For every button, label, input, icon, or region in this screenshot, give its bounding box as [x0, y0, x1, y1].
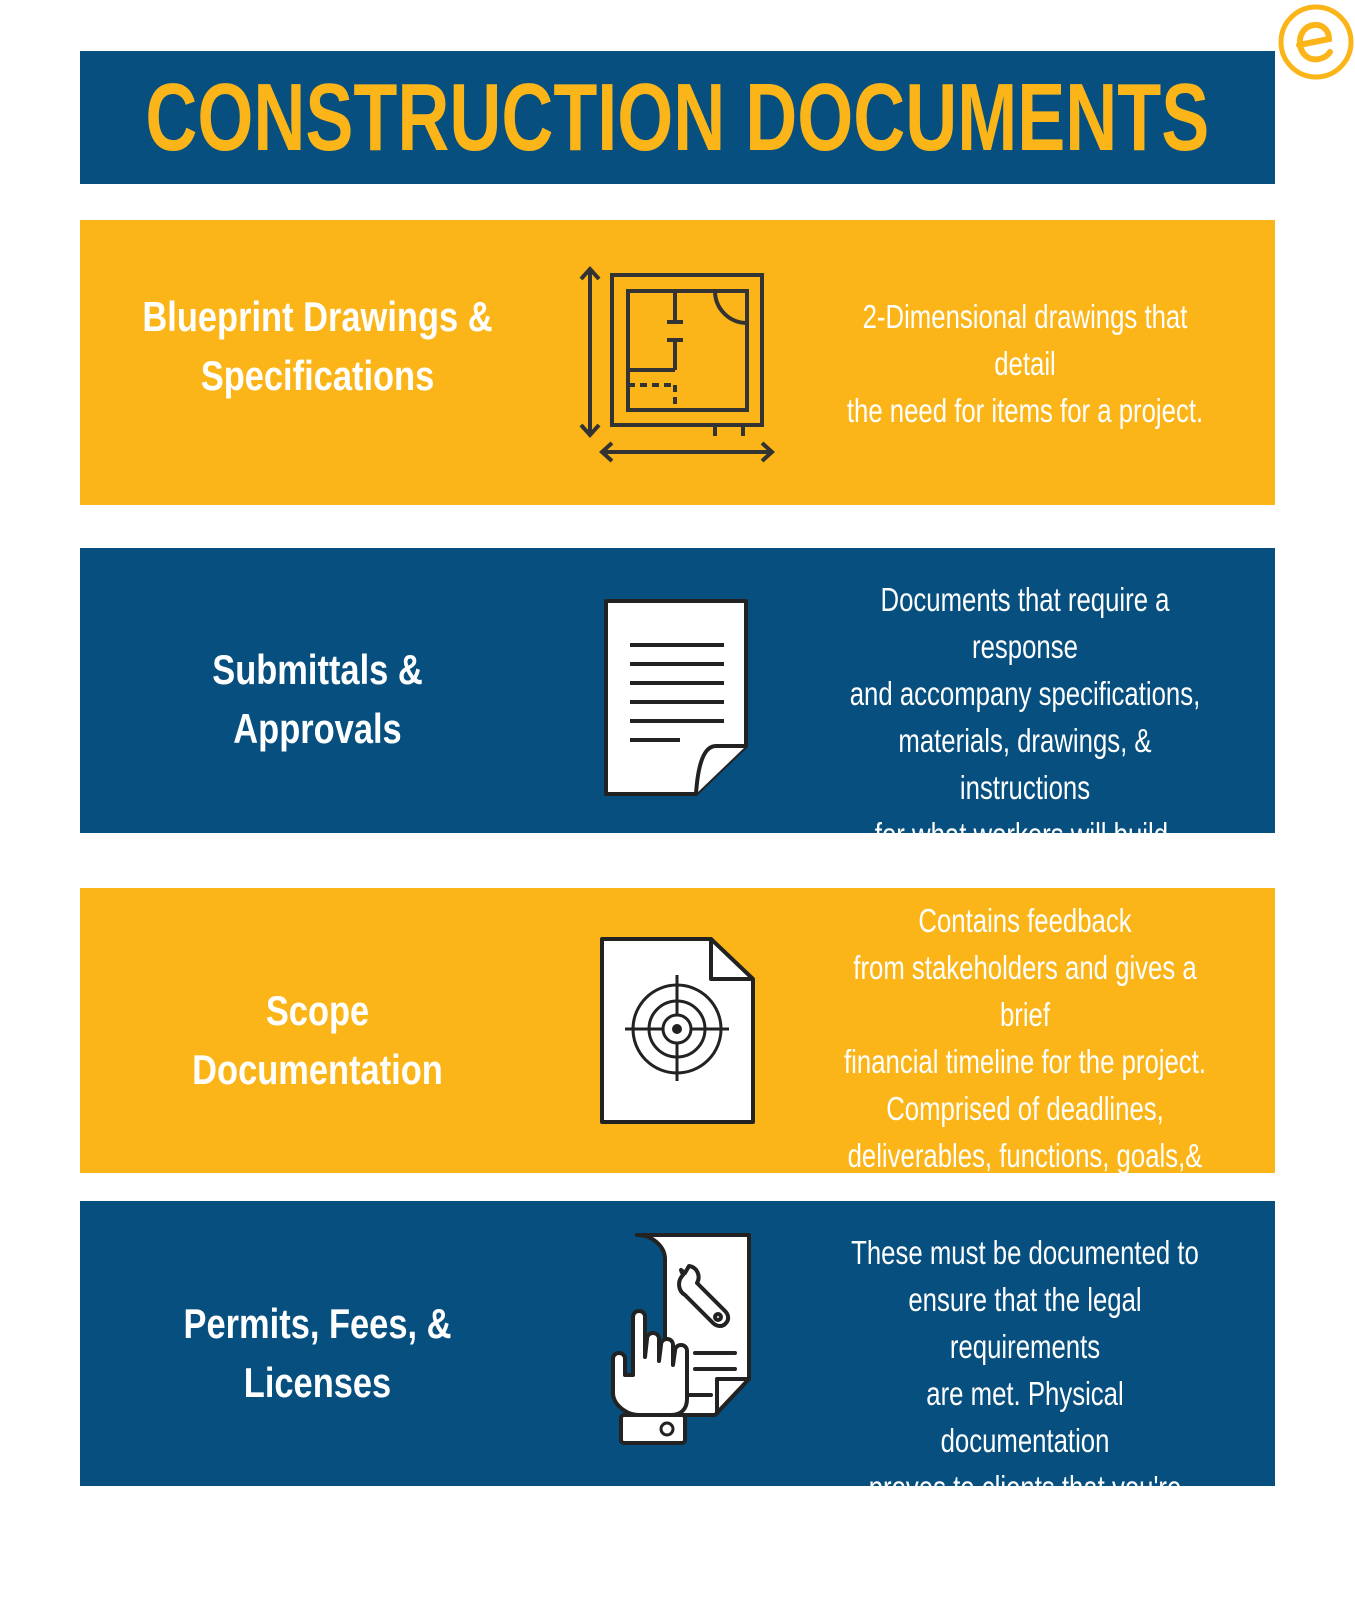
- section-permits: [80, 1201, 1275, 1600]
- section-description: These must be documented to ensure that the legal requirements are met. Physical documentation proves to clients that you're responsible and qualifed for the job.: [845, 1234, 1205, 1600]
- target-document-icon: [597, 935, 757, 1127]
- header-banner: [80, 51, 1275, 184]
- section-title: Submittals & Approvals: [212, 646, 423, 752]
- document-icon: [600, 598, 752, 798]
- section-title: Scope Documentation: [192, 987, 443, 1093]
- section-submittals: [80, 548, 1275, 853]
- section-title: Permits, Fees, & Licenses: [183, 1300, 452, 1406]
- section-description: 2-Dimensional drawings that detail the need for items for a project.: [846, 298, 1204, 429]
- page-title: CONSTRUCTION DOCUMENTS: [145, 63, 1210, 171]
- blueprint-icon: [575, 262, 780, 467]
- section-description: Contains feedback from stakeholders and gives a brief financial timeline for the project. Comprised of deadlines, deliverables, functions, goals,&: [844, 902, 1206, 1174]
- section-blueprint: [80, 220, 1275, 505]
- permit-hand-wrench-icon: [605, 1229, 755, 1449]
- section-scope: [80, 888, 1275, 1173]
- section-description: Documents that require a response and accompany specifications, materials, drawings, & instructions for what workers will build.: [849, 581, 1201, 853]
- e-logo-icon: [1277, 3, 1355, 81]
- section-title: Blueprint Drawings & Specifications: [142, 293, 493, 399]
